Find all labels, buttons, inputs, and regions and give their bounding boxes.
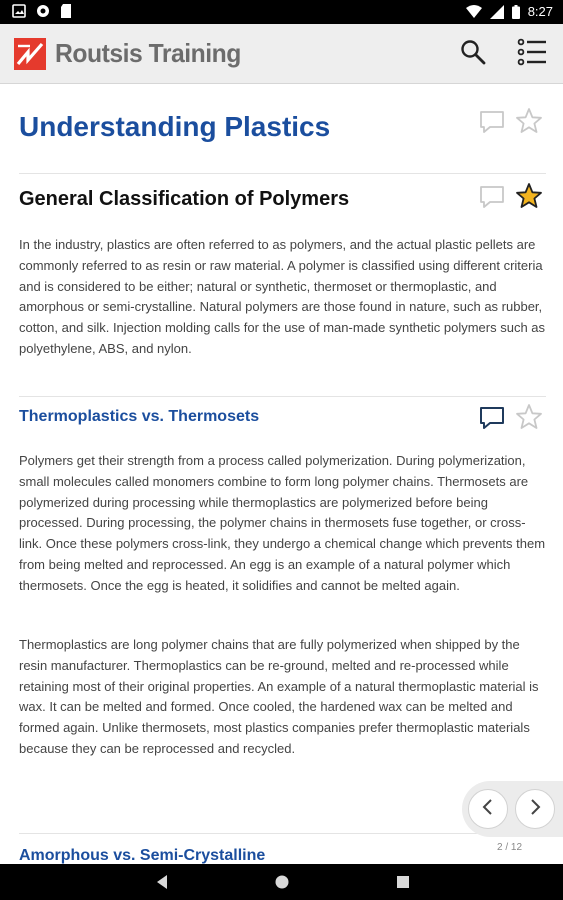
title-bookmark-button[interactable] xyxy=(514,108,544,138)
signal-icon xyxy=(490,5,504,19)
comment-icon xyxy=(479,109,505,140)
system-navigation-bar xyxy=(0,864,563,900)
search-icon xyxy=(460,39,486,70)
home-icon[interactable] xyxy=(274,873,290,896)
star-outline-icon xyxy=(515,403,543,436)
section-bookmark-button[interactable] xyxy=(514,183,544,213)
paragraph: In the industry, plastics are often referred to as polymers, and the actual plastic pellets are commonly referred to as resin or raw material. A polymer is classified using different criteria and is considered to be either; natural or synthetic, thermoset or thermoplastic, and amorphous or semi-crystalline. Natural polymers are those found in nature, such as rubber, cotton, and silk. Injection molding calls for the use of man-made synthetic polymers such as polyethylene, ABS, and nylon. xyxy=(19,237,546,356)
search-button[interactable] xyxy=(457,38,489,70)
star-outline-icon xyxy=(515,107,543,140)
sd-card-icon xyxy=(60,4,72,18)
routsis-logo xyxy=(14,38,46,70)
notification-image-icon xyxy=(12,4,26,18)
page-navigation xyxy=(462,781,563,837)
section-heading-thermoplastics-vs-thermosets: Thermoplastics vs. Thermosets xyxy=(19,408,260,425)
recents-icon[interactable] xyxy=(396,873,410,896)
section-heading-amorphous-vs-semi-crystalline: Amorphous vs. Semi-Crystalline xyxy=(19,847,266,864)
section-comment-button-active[interactable] xyxy=(477,405,507,435)
brand-name: Routsis Training xyxy=(55,38,241,68)
chevron-right-icon xyxy=(528,798,542,821)
notification-circle-icon xyxy=(36,4,50,18)
next-page-button[interactable] xyxy=(515,789,555,829)
table-of-contents-icon xyxy=(517,38,547,71)
divider xyxy=(19,833,546,834)
section-comment-button[interactable] xyxy=(477,184,507,214)
divider xyxy=(19,173,546,174)
previous-page-button[interactable] xyxy=(468,789,508,829)
page-title: Understanding Plastics xyxy=(19,111,331,142)
paragraph: Polymers get their strength from a process called polymerization. During polymerization, small molecules called monomers combine to form long polymer chains. Thermosets are polymerized during processing while thermoplastics are polymerized before being processed. During processing, the polymer chains in thermosets fuse together, or cross-link. Once these polymers cross-link, they undergo a chemical change which prevents them from being melted and reprocessed. An egg is an example of a natural polymer which thermosets. Once the egg is heated, it solidifies and cannot be melted again. xyxy=(19,453,546,593)
section-heading-general-classification: General Classification of Polymers xyxy=(19,188,350,210)
chevron-left-icon xyxy=(481,798,495,821)
comment-icon xyxy=(479,184,505,215)
title-comment-button[interactable] xyxy=(477,109,507,139)
status-time: 8:27 xyxy=(527,4,553,19)
star-filled-icon xyxy=(515,182,543,215)
content-area[interactable] xyxy=(0,85,563,864)
app-bar xyxy=(0,24,563,84)
battery-icon xyxy=(512,5,520,19)
paragraph: Thermoplastics are long polymer chains that are fully polymerized when shipped by the resin manufacturer. Thermoplastics can be re-ground, melted and re-processed while retaining most of their original properties. An example of a natural thermoplastic material is wax. It can be melted and formed. Once cooled, the hardened wax can be melted and formed again. Unlike thermosets, most plastics companies prefer thermoplastic materials because they can be reprocessed and recycled. xyxy=(19,637,539,756)
section-bookmark-button[interactable] xyxy=(514,404,544,434)
wifi-icon xyxy=(466,5,482,19)
status-bar xyxy=(0,0,563,24)
divider xyxy=(19,396,546,397)
table-of-contents-button[interactable] xyxy=(516,38,548,70)
page-indicator: 2 / 12 xyxy=(497,842,523,853)
back-icon[interactable] xyxy=(155,873,169,896)
comment-icon xyxy=(479,405,505,436)
